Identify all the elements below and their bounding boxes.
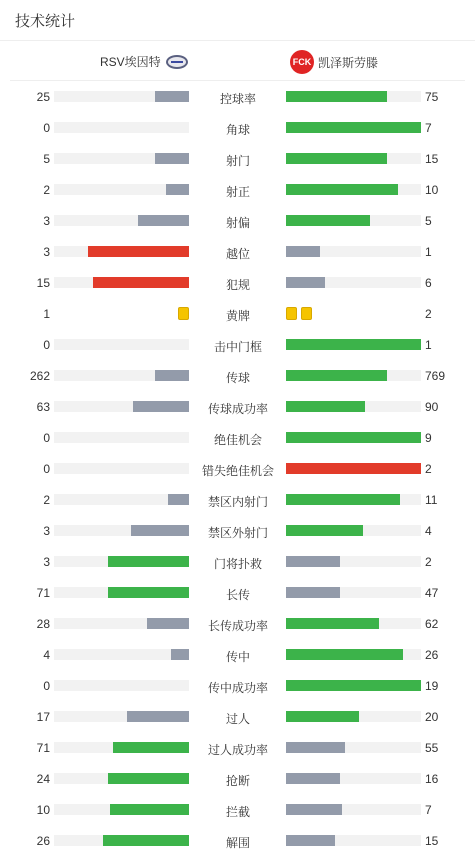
away-bar xyxy=(286,680,421,691)
away-bar-track xyxy=(286,401,421,412)
yellow-card-icon xyxy=(286,307,297,320)
stat-label: 抢断 xyxy=(225,774,250,788)
away-bar-track xyxy=(286,370,421,381)
stat-row xyxy=(0,800,475,820)
away-bar-track xyxy=(286,711,421,722)
home-bar-track xyxy=(54,742,189,753)
stat-row xyxy=(0,769,475,789)
stat-label: 传中 xyxy=(225,650,250,664)
home-value: 28 xyxy=(36,617,50,631)
away-bar xyxy=(286,494,400,505)
away-value: 10 xyxy=(425,183,439,197)
home-value: 3 xyxy=(43,555,50,569)
away-bar xyxy=(286,432,421,443)
stat-row xyxy=(0,676,475,696)
away-bar-track xyxy=(286,773,421,784)
away-bar-track xyxy=(286,91,421,102)
away-value: 15 xyxy=(425,152,439,166)
away-bar xyxy=(286,835,335,846)
away-bar xyxy=(286,804,342,815)
home-bar xyxy=(108,587,189,598)
stat-row xyxy=(0,304,475,324)
home-bar-track xyxy=(54,711,189,722)
home-value: 25 xyxy=(36,90,50,104)
home-value: 262 xyxy=(29,369,50,383)
home-bar xyxy=(110,804,189,815)
stat-row xyxy=(0,335,475,355)
stat-row xyxy=(0,552,475,572)
away-bar-track xyxy=(286,432,421,443)
home-team-name: RSV埃因特 xyxy=(100,55,161,69)
stat-row xyxy=(0,211,475,231)
home-bar xyxy=(147,618,189,629)
away-bar xyxy=(286,370,387,381)
home-value: 0 xyxy=(43,462,50,476)
stat-label: 门将扑救 xyxy=(213,557,262,571)
home-bar xyxy=(133,401,189,412)
away-bar xyxy=(286,618,379,629)
home-bar xyxy=(171,649,189,660)
away-value: 90 xyxy=(425,400,439,414)
away-bar xyxy=(286,184,398,195)
home-value: 15 xyxy=(36,276,50,290)
stat-row xyxy=(0,180,475,200)
home-bar-track xyxy=(54,401,189,412)
home-bar xyxy=(108,773,189,784)
away-bar xyxy=(286,742,345,753)
stat-label: 禁区外射门 xyxy=(207,526,268,540)
away-value: 19 xyxy=(425,679,439,693)
home-bar xyxy=(88,246,189,257)
stat-row xyxy=(0,490,475,510)
home-value: 0 xyxy=(43,679,50,693)
away-bar xyxy=(286,587,340,598)
stat-label: 过人 xyxy=(225,712,250,726)
home-bar-track xyxy=(54,184,189,195)
away-value: 1 xyxy=(425,338,432,352)
home-value: 17 xyxy=(36,710,50,724)
home-value: 71 xyxy=(36,741,50,755)
home-bar xyxy=(138,215,189,226)
home-bar xyxy=(155,370,189,381)
away-bar-track xyxy=(286,153,421,164)
home-bar xyxy=(103,835,189,846)
away-bar-track xyxy=(286,463,421,474)
stat-label: 角球 xyxy=(225,123,250,137)
home-value: 0 xyxy=(43,431,50,445)
stat-label: 黄牌 xyxy=(225,309,250,323)
away-bar xyxy=(286,153,387,164)
stat-label: 犯规 xyxy=(225,278,250,292)
away-value: 769 xyxy=(425,369,446,383)
home-bar xyxy=(108,556,189,567)
stat-label: 射正 xyxy=(225,185,250,199)
home-bar-track xyxy=(54,91,189,102)
away-value: 5 xyxy=(425,214,432,228)
home-bar-track xyxy=(54,525,189,536)
stat-row xyxy=(0,645,475,665)
away-bar-track xyxy=(286,494,421,505)
home-bar-track xyxy=(54,463,189,474)
stat-row xyxy=(0,459,475,479)
fck-crest-icon: FCK xyxy=(290,50,314,74)
stat-label: 越位 xyxy=(225,247,250,261)
away-bar xyxy=(286,91,387,102)
away-bar xyxy=(286,711,359,722)
home-value: 0 xyxy=(43,338,50,352)
stat-label: 禁区内射门 xyxy=(207,495,268,509)
away-value: 20 xyxy=(425,710,439,724)
stat-label: 错失绝佳机会 xyxy=(201,464,274,478)
away-value: 7 xyxy=(425,121,432,135)
home-value: 1 xyxy=(43,307,50,321)
home-value: 3 xyxy=(43,214,50,228)
home-value: 2 xyxy=(43,493,50,507)
away-bar-track xyxy=(286,680,421,691)
stat-row xyxy=(0,242,475,262)
stat-label: 解围 xyxy=(225,836,250,850)
home-bar-track xyxy=(54,122,189,133)
stat-label: 击中门框 xyxy=(213,340,262,354)
away-value: 62 xyxy=(425,617,439,631)
home-bar-track xyxy=(54,215,189,226)
away-value: 6 xyxy=(425,276,432,290)
home-bar-track xyxy=(54,618,189,629)
stat-label: 过人成功率 xyxy=(207,743,268,757)
home-value: 24 xyxy=(36,772,50,786)
away-bar xyxy=(286,122,421,133)
stat-label: 拦截 xyxy=(225,805,250,819)
home-bar xyxy=(155,153,189,164)
home-team[interactable] xyxy=(100,53,188,70)
home-value: 5 xyxy=(43,152,50,166)
home-bar xyxy=(131,525,189,536)
away-team-name: 凯泽斯劳滕 xyxy=(318,55,379,70)
home-bar-track xyxy=(54,246,189,257)
away-value: 26 xyxy=(425,648,439,662)
home-bar-track xyxy=(54,432,189,443)
home-bar-track xyxy=(54,277,189,288)
home-value: 71 xyxy=(36,586,50,600)
home-bar-track xyxy=(54,153,189,164)
away-bar-track xyxy=(286,835,421,846)
home-bar-track xyxy=(54,587,189,598)
home-value: 63 xyxy=(36,400,50,414)
home-bar-track xyxy=(54,556,189,567)
home-value: 3 xyxy=(43,524,50,538)
home-value: 0 xyxy=(43,121,50,135)
away-bar-track xyxy=(286,804,421,815)
stat-row xyxy=(0,273,475,293)
stat-row xyxy=(0,149,475,169)
away-bar-track xyxy=(286,618,421,629)
away-bar xyxy=(286,339,421,350)
away-bar xyxy=(286,773,340,784)
away-bar-track xyxy=(286,277,421,288)
away-value: 9 xyxy=(425,431,432,445)
away-value: 1 xyxy=(425,245,432,259)
away-bar xyxy=(286,556,340,567)
away-bar-track xyxy=(286,556,421,567)
away-value: 15 xyxy=(425,834,439,848)
stat-label: 传球 xyxy=(225,371,250,385)
away-bar xyxy=(286,525,363,536)
home-bar-track xyxy=(54,835,189,846)
page-title: 技术统计 xyxy=(15,11,76,30)
stat-label: 绝佳机会 xyxy=(213,433,262,447)
stat-row xyxy=(0,831,475,851)
stat-row xyxy=(0,428,475,448)
away-bar-track xyxy=(286,215,421,226)
stat-row xyxy=(0,707,475,727)
stat-row xyxy=(0,614,475,634)
rsv-crest-icon xyxy=(166,55,188,69)
away-bar-track xyxy=(286,649,421,660)
away-bar xyxy=(286,215,370,226)
away-bar xyxy=(286,401,365,412)
stat-row xyxy=(0,397,475,417)
home-bar xyxy=(127,711,189,722)
away-bar-track xyxy=(286,742,421,753)
away-value: 55 xyxy=(425,741,439,755)
away-value: 16 xyxy=(425,772,439,786)
home-bar-track xyxy=(54,649,189,660)
home-value: 10 xyxy=(36,803,50,817)
stat-label: 长传 xyxy=(225,588,250,602)
away-value: 7 xyxy=(425,803,432,817)
stat-row xyxy=(0,87,475,107)
away-value: 75 xyxy=(425,90,439,104)
away-value: 4 xyxy=(425,524,432,538)
stat-row xyxy=(0,118,475,138)
teams-row xyxy=(10,41,465,81)
home-bar-track xyxy=(54,339,189,350)
away-bar-track xyxy=(286,184,421,195)
away-bar xyxy=(286,277,325,288)
away-bar xyxy=(286,649,403,660)
away-bar xyxy=(286,463,421,474)
away-bar-track xyxy=(286,587,421,598)
stat-label: 射门 xyxy=(225,154,250,168)
yellow-card-icon xyxy=(301,307,312,320)
home-value: 2 xyxy=(43,183,50,197)
away-team[interactable] xyxy=(290,50,378,74)
home-bar xyxy=(155,91,189,102)
home-bar-track xyxy=(54,680,189,691)
home-bar xyxy=(168,494,189,505)
home-bar-track xyxy=(54,773,189,784)
stat-label: 长传成功率 xyxy=(207,619,268,633)
stat-label: 控球率 xyxy=(219,92,256,106)
stat-row xyxy=(0,738,475,758)
home-bar-track xyxy=(54,370,189,381)
away-bar xyxy=(286,246,320,257)
away-bar-track xyxy=(286,339,421,350)
away-bar-track xyxy=(286,525,421,536)
stats-header xyxy=(0,0,475,41)
home-bar-track xyxy=(54,494,189,505)
stat-row xyxy=(0,366,475,386)
away-value: 11 xyxy=(425,493,438,507)
home-bar-track xyxy=(54,804,189,815)
away-bar-track xyxy=(286,122,421,133)
home-bar xyxy=(166,184,189,195)
away-value: 2 xyxy=(425,462,432,476)
home-bar xyxy=(113,742,189,753)
stat-row xyxy=(0,583,475,603)
stat-row xyxy=(0,521,475,541)
home-value: 26 xyxy=(36,834,50,848)
away-bar-track xyxy=(286,246,421,257)
away-value: 2 xyxy=(425,307,432,321)
home-value: 3 xyxy=(43,245,50,259)
stat-label: 射偏 xyxy=(225,216,250,230)
stat-label: 传球成功率 xyxy=(207,402,268,416)
stat-label: 传中成功率 xyxy=(207,681,268,695)
home-bar xyxy=(93,277,189,288)
home-value: 4 xyxy=(43,648,50,662)
away-value: 47 xyxy=(425,586,439,600)
yellow-card-icon xyxy=(178,307,189,320)
away-value: 2 xyxy=(425,555,432,569)
